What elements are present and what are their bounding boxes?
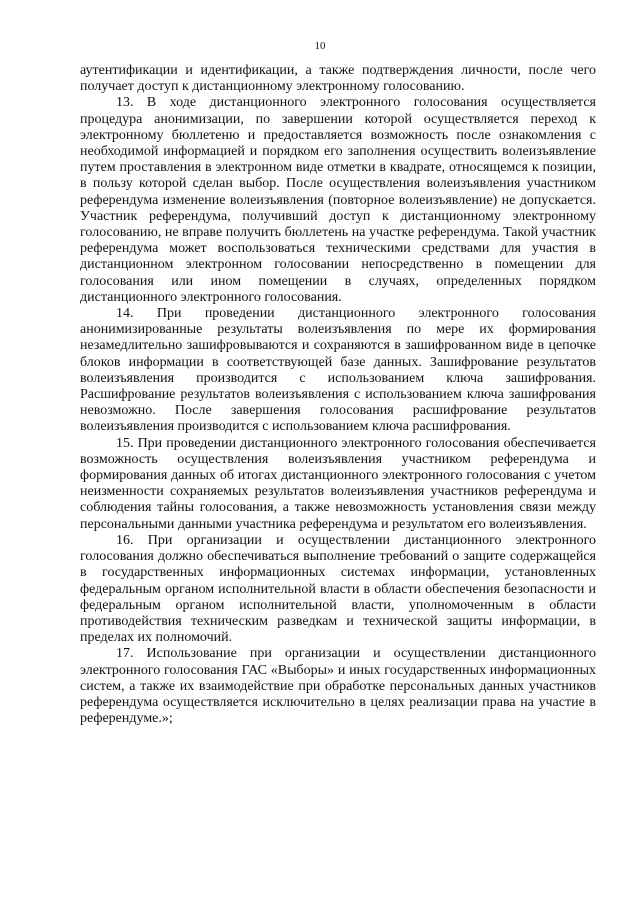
- paragraph-continuation: аутентификации и идентификации, а также подтверждения личности, после чего получает доступ к дистанционному электронному голосованию.: [80, 63, 596, 95]
- document-body: [80, 63, 596, 727]
- paragraph-17: 17. Использование при организации и осуществлении дистанционного электронного голосования ГАС «Выборы» и иных государственных информационных систем, а также их взаимодействие при обработке персональных данных участников референдума осуществляется исключительно в целях реализации права на участие в референдуме.»;: [80, 646, 596, 727]
- page-number: 10: [314, 40, 326, 52]
- paragraph-15: 15. При проведении дистанционного электронного голосования обеспечивается возможность осуществления волеизъявления участником референдума и формирования данных об итогах дистанционного электронного голосования с учетом неизменности сохраняемых результатов волеизъявления участников референдума и соблюдения тайны голосования, а также невозможность установления связи между персональными данными участника референдума и результатом его волеизъявления.: [80, 435, 596, 532]
- paragraph-13: 13. В ходе дистанционного электронного голосования осуществляется процедура анонимизации, по завершении которой осуществляется переход к электронному бюллетеню и предоставляется возможность после ознакомления с необходимой информацией и порядком его заполнения осуществить волеизъявление путем проставления в электронном виде отметки в квадрате, относящемся к позиции, в пользу которой сделан выбор. После осуществления волеизъявления участником референдума изменение волеизъявления (повторное волеизъявление) не допускается. Участник референдума, получивший доступ к дистанционному электронному голосованию, не вправе получить бюллетень на участке референдума. Такой участник референдума может воспользоваться техническими средствами для участия в дистанционном электронном голосовании непосредственно в помещении для голосования или ином помещении в случаях, определенных порядком дистанционного электронного голосования.: [80, 95, 596, 305]
- paragraph-14: 14. При проведении дистанционного электронного голосования анонимизированные результаты волеизъявления по мере их формирования незамедлительно зашифровываются и сохраняются в зашифрованном виде в цепочке блоков информации в соответствующей базе данных. Зашифрование результатов волеизъявления производится с использованием ключа зашифрования. Расшифрование результатов волеизъявления с использованием ключа зашифрования невозможно. После завершения голосования расшифрование результатов волеизъявления производится с использованием ключа расшифрования.: [80, 306, 596, 435]
- paragraph-16: 16. При организации и осуществлении дистанционного электронного голосования должно обеспечиваться выполнение требований о защите содержащейся в государственных информационных системах информации, установленных федеральным органом исполнительной власти в области обеспечения безопасности и федеральным органом исполнительной власти, уполномоченным в области противодействия техническим разведкам и технической защиты информации, в пределах их полномочий.: [80, 532, 596, 646]
